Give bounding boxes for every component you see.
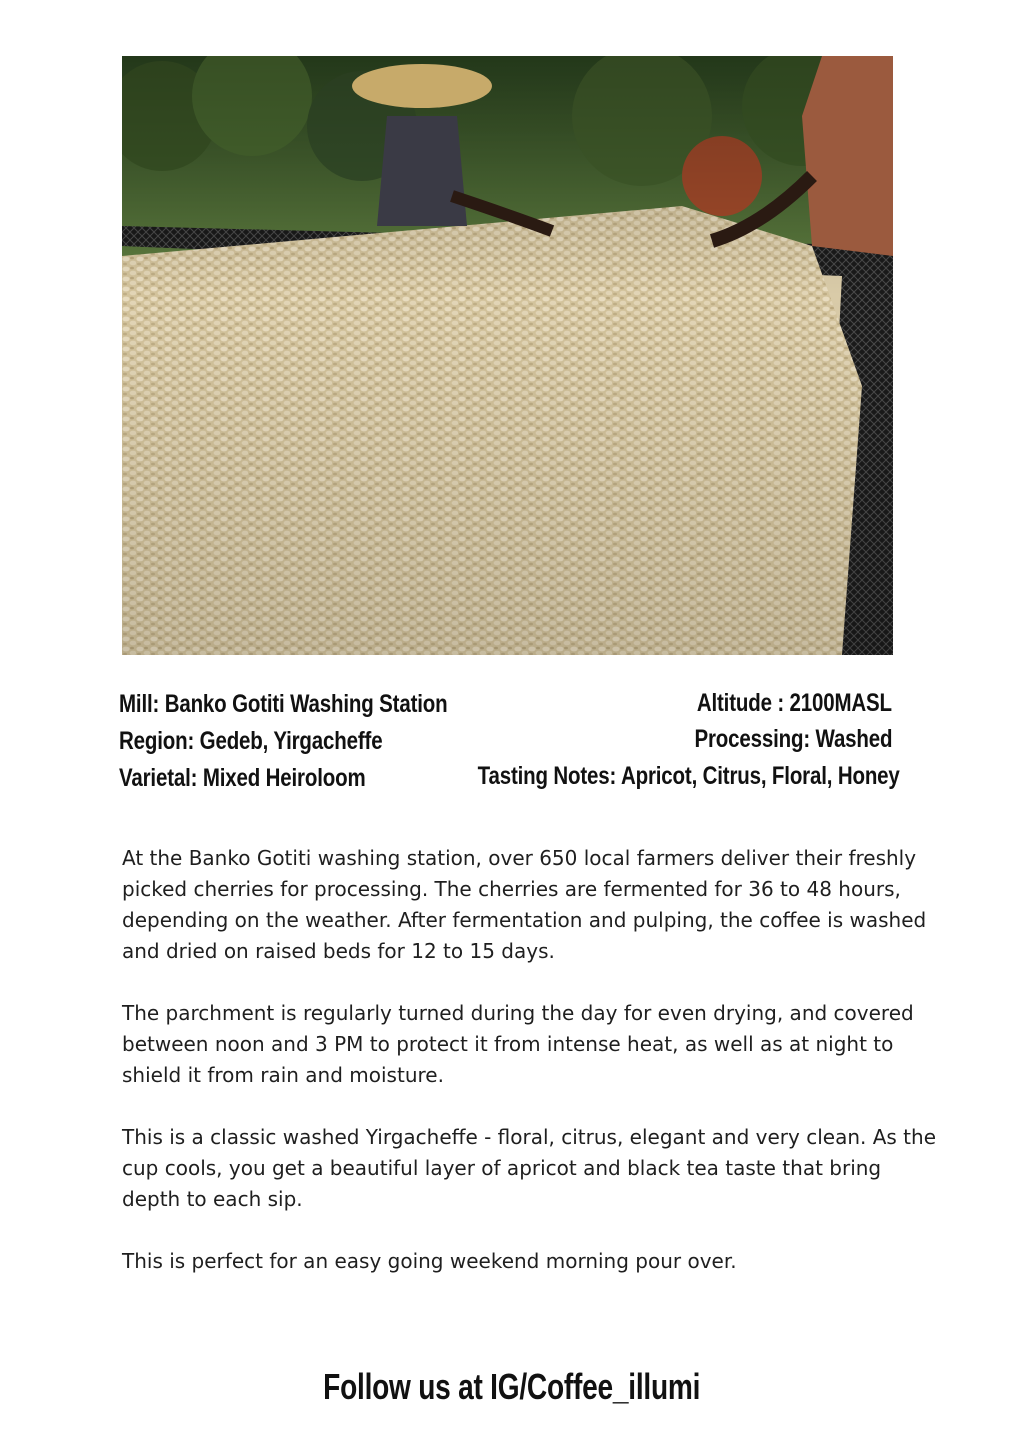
tasting-notes-spec: Tasting Notes: Apricot, Citrus, Floral, Honey — [477, 762, 900, 790]
photo-illustration — [122, 56, 893, 655]
footer-text: Follow us at IG/Coffee_illumi — [323, 1366, 701, 1407]
mill-spec: Mill: Banko Gotiti Washing Station — [119, 690, 448, 718]
processing-spec: Processing: Washed — [694, 725, 892, 753]
altitude-spec: Altitude : 2100MASL — [696, 689, 892, 717]
description — [122, 843, 942, 1308]
description-paragraph: The parchment is regularly turned during the day for even drying, and covered between noon and 3 PM to protect it from intense heat, as well as at night to shield it from rain and moisture. — [122, 1001, 914, 1087]
varietal-spec: Varietal: Mixed Heiroloom — [119, 764, 366, 792]
description-paragraph: This is perfect for an easy going weekend morning pour over. — [122, 1249, 737, 1273]
coffee-drying-beds-photo — [122, 56, 893, 655]
description-paragraph: This is a classic washed Yirgacheffe - floral, citrus, elegant and very clean. As the cup cools, you get a beautiful layer of apricot and black tea taste that bring depth to each sip. — [122, 1125, 937, 1211]
description-paragraph: At the Banko Gotiti washing station, over 650 local farmers deliver their freshly picked cherries for processing. The cherries are fermented for 36 to 48 hours, depending on the weather. After fermentation and pulping, the coffee is washed and dried on raised beds for 12 to 15 days. — [122, 846, 927, 963]
region-spec: Region: Gedeb, Yirgacheffe — [119, 727, 383, 755]
instagram-follow-footer — [0, 1366, 1024, 1408]
